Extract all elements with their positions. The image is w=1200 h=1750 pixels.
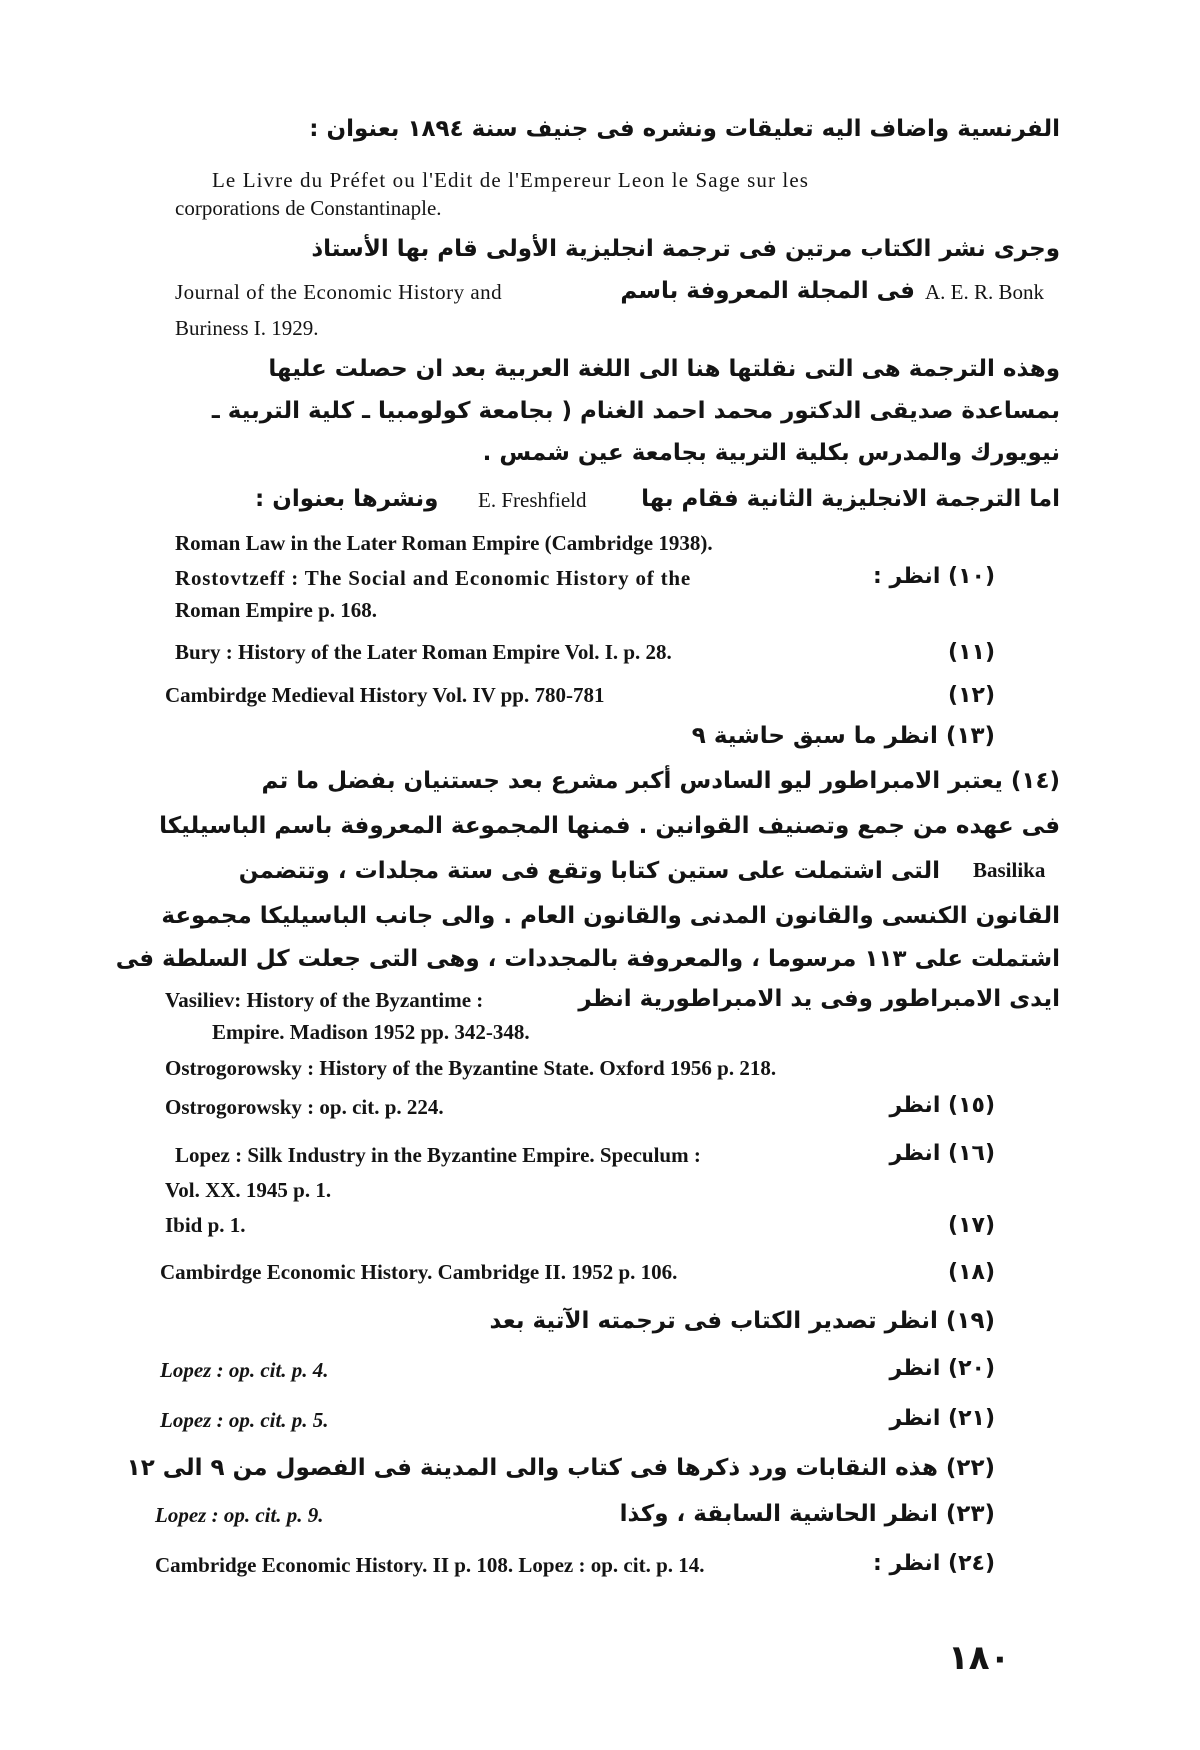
text-line-9: نيويورك والمدرس بكلية التربية بجامعة عين شمس . xyxy=(482,440,1060,466)
footnote-21-ref: Lopez : op. cit. p. 5. xyxy=(160,1408,329,1432)
footnote-15-marker: (١٥) انظر xyxy=(889,1093,995,1118)
footnote-20-ref: Lopez : op. cit. p. 4. xyxy=(160,1358,329,1382)
footnote-18-ref: Cambirdge Economic History. Cambridge II. 1952 p. 106. xyxy=(160,1260,678,1284)
footnote-19: (١٩) انظر تصدير الكتاب فى ترجمته الآتية بعد xyxy=(489,1308,995,1334)
text-line-1: الفرنسية واضاف اليه تعليقات ونشره فى جنيف سنة ١٨٩٤ بعنوان : xyxy=(309,116,1060,142)
footnote-14-vasiliev: Vasiliev: History of the Byzantime : xyxy=(165,988,484,1012)
basilika-term: Basilika xyxy=(973,858,1046,882)
footnote-14-line-4: القانون الكنسى والقانون المدنى والقانون العام . والى جانب الباسيليكا مجموعة xyxy=(161,903,1060,929)
journal-ref: Buriness I. 1929. xyxy=(175,316,319,340)
footnote-23-ref: Lopez : op. cit. p. 9. xyxy=(155,1503,324,1527)
footnote-23: (٢٣) انظر الحاشية السابقة ، وكذا xyxy=(619,1501,995,1527)
footnote-11-ref: Bury : History of the Later Roman Empire Vol. I. p. 28. xyxy=(175,640,672,664)
text-line-5: فى المجلة المعروفة باسم xyxy=(620,278,915,304)
book-title-roman-law: Roman Law in the Later Roman Empire (Cambridge 1938). xyxy=(175,531,713,555)
footnote-13: (١٣) انظر ما سبق حاشية ٩ xyxy=(691,723,995,749)
footnote-12-ref: Cambirdge Medieval History Vol. IV pp. 780-781 xyxy=(165,683,605,707)
title-line-3: corporations de Constantinaple. xyxy=(175,196,442,220)
footnote-20-marker: (٢٠) انظر xyxy=(889,1356,995,1381)
footnote-16-ref-cont: Vol. XX. 1945 p. 1. xyxy=(165,1178,332,1202)
footnote-24-ref: Cambridge Economic History. II p. 108. Lopez : op. cit. p. 14. xyxy=(155,1553,705,1577)
journal-title: Journal of the Economic History and xyxy=(175,280,503,304)
footnote-21-marker: (٢١) انظر xyxy=(889,1406,995,1431)
footnote-17-ref: Ibid p. 1. xyxy=(165,1213,246,1237)
footnote-10-ref-cont: Roman Empire p. 168. xyxy=(175,598,378,622)
footnote-14-line-3: التى اشتملت على ستين كتابا وتقع فى ستة مجلدات ، وتتضمن xyxy=(238,858,940,884)
footnote-15-ref: Ostrogorowsky : op. cit. p. 224. xyxy=(165,1095,444,1119)
footnote-10-marker: (١٠) انظر : xyxy=(872,564,995,589)
translator-name: E. Freshfield xyxy=(478,488,587,512)
footnote-14-ostrogorowsky: Ostrogorowsky : History of the Byzantine State. Oxford 1956 p. 218. xyxy=(165,1056,777,1080)
footnote-10-ref: Rostovtzeff : The Social and Economic History of the xyxy=(175,566,691,590)
footnote-17-marker: (١٧) xyxy=(948,1213,995,1238)
text-line-8: بمساعدة صديقى الدكتور محمد احمد الغنام ( بجامعة كولومبيا ـ كلية التربية ـ xyxy=(211,398,1060,424)
footnote-18-marker: (١٨) xyxy=(948,1260,995,1285)
footnote-14-vasiliev-cont: Empire. Madison 1952 pp. 342-348. xyxy=(212,1020,530,1044)
author-name: A. E. R. Bonk xyxy=(925,280,1045,304)
footnote-14-line-2: فى عهده من جمع وتصنيف القوانين . فمنها المجموعة المعروفة باسم الباسيليكا xyxy=(159,813,1060,839)
text-line-7: وهذه الترجمة هى التى نقلتها هنا الى اللغة العربية بعد ان حصلت عليها xyxy=(268,356,1060,382)
footnote-16-marker: (١٦) انظر xyxy=(889,1141,995,1166)
text-line-10a: ونشرها بعنوان : xyxy=(255,486,439,512)
footnote-24-marker: (٢٤) انظر : xyxy=(872,1551,995,1576)
footnote-11-marker: (١١) xyxy=(948,640,995,665)
footnote-14-line-1: (١٤) يعتبر الامبراطور ليو السادس أكبر مشرع بعد جستنيان بفضل ما تم xyxy=(261,768,1060,794)
footnote-22: (٢٢) هذه النقابات ورد ذكرها فى كتاب والى المدينة فى الفصول من ٩ الى ١٢ xyxy=(126,1455,995,1481)
page-number: ١٨٠ xyxy=(948,1638,1011,1678)
text-line-4: وجرى نشر الكتاب مرتين فى ترجمة انجليزية الأولى قام بها الأستاذ xyxy=(311,236,1060,262)
text-line-10b: اما الترجمة الانجليزية الثانية فقام بها xyxy=(641,486,1060,512)
footnote-14-line-6: ايدى الامبراطور وفى يد الامبراطورية انظر xyxy=(578,986,1060,1012)
footnote-14-line-5: اشتملت على ١١٣ مرسوما ، والمعروفة بالمجددات ، وهى التى جعلت كل السلطة فى xyxy=(115,946,1060,972)
title-line-2: Le Livre du Préfet ou l'Edit de l'Empereur Leon le Sage sur les xyxy=(212,168,810,192)
footnote-16-ref: Lopez : Silk Industry in the Byzantine Empire. Speculum : xyxy=(175,1143,701,1167)
footnote-12-marker: (١٢) xyxy=(948,683,995,708)
